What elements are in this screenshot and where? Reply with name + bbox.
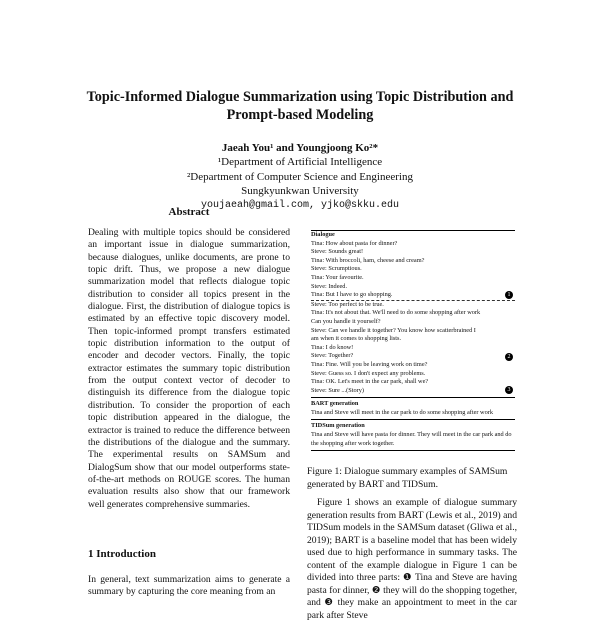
author-names: Jaeah You¹ and Youngjoong Ko²* [221,142,379,154]
dialogue-part-1 [311,240,515,300]
utterance: am when it comes to shopping lists. [311,335,402,343]
intro-heading: 1 Introduction [88,548,156,560]
utterance: Steve: Scrumptious. [311,265,362,273]
marker-2-icon: 2 [505,353,513,361]
emails: youjaeah@gmail.com, yjko@skku.edu [200,199,400,211]
paper-title: Topic-Informed Dialogue Summarization using Topic Distribution and Prompt-based Modeling [86,89,514,123]
utterance: Tina: Your favourite. [311,273,364,281]
affiliation-1: ¹Department of Artificial Intelligence [217,156,383,169]
utterance: Steve: Sounds great! [311,248,364,256]
utterance: Tina: OK. Let's meet in the car park, shall we? [311,378,429,386]
body-paragraph: Figure 1 shows an example of dialogue summary generation results from BART (Lewis et al., 2019) and TIDSum models in the SAMSum dataset (Gliwa et al., 2019); BART is a baseline model that has been widely used due to high performance in summary tasks. The content of the example dialogue in Figure 1 can be divided into three parts: ❶ Tina and Steve are having pasta for dinner, ❷ they will do the shopping together, and ❸ they make an appointment to meet in the car park after Steve [307,497,517,621]
abstract-text: Dealing with multiple topics should be considered an important issue in dialogue summarization, because dialogues, unlike documents, are prone to topic drift. Thus, we propose a new dialogue summarization model that reflects dialogue topic distribution to consider all topics present in the dialogue. First, the distribution of dialogue topics is estimated by an effective topic discovery model. Then topic-informed prompt transfers estimated topic distribution information to the output of encoder and decoder vectors. Finally, the topic extractor estimates the summary topic distribution from the output context vector of decoder to distinguish its difference from the dialogue topic distribution. To consider the proportion of each topic distribution appeared in the dialogue, the extractor is trained to reduce the difference between the distributions of the dialogue and the summary. The experimental results on SAMSum and DialogSum show that our model outperforms state-of-the-art methods on ROUGE scores. The human evaluation results also show that our framework well generates comprehensive summaries. [88,227,290,510]
tidsum-text: Tina and Steve will have pasta for dinner. They will meet in the car park and do the shopping after work together. [311,431,512,447]
utterance: Steve: Indeed. [311,282,348,290]
utterance: Steve: Sure ...(Story) [311,386,364,394]
utterance: Tina: How about pasta for dinner? [311,239,398,247]
university: Sungkyunkwan University [241,185,359,198]
utterance: Steve: Guess so. I don't expect any problems. [311,369,426,377]
abstract-heading: Abstract [168,206,210,218]
intro-text: In general, text summarization aims to generate a summary by capturing the core meaning from an [88,574,290,598]
marker-1-icon: 1 [505,291,513,299]
utterance: Steve: Can we handle it together? You know how scatterbrained I [311,326,476,334]
affiliation-2: ²Department of Computer Science and Engineering [187,170,413,183]
author-block [100,141,500,213]
bart-output [311,397,515,417]
utterance: Tina: With broccoli, ham, cheese and cream? [311,256,425,264]
utterance: Tina: It's not about that. We'll need to do some shopping after work [311,309,481,317]
dialogue-part-2 [311,300,515,396]
tidsum-output [311,419,515,448]
utterance: Tina: I do know! [311,343,354,351]
figure-1 [311,230,515,451]
figure-caption: Figure 1: Dialogue summary examples of SAMSum generated by BART and TIDSum. [307,466,508,490]
dialogue-label: Dialogue [311,231,335,238]
marker-3-icon: 3 [505,386,513,394]
utterance: Steve: Too perfect to be true. [311,300,384,308]
utterance: Can you handle it yourself? [311,317,381,325]
utterance: Tina: Fine. Will you be leaving work on time? [311,360,428,368]
utterance: Tina: But I have to go shopping. [311,291,393,299]
tidsum-label: TIDSum generation [311,422,365,430]
bart-text: Tina and Steve will meet in the car park to do some shopping after work [311,408,493,416]
utterance: Steve: Together? [311,352,354,360]
bart-label: BART generation [311,400,359,408]
